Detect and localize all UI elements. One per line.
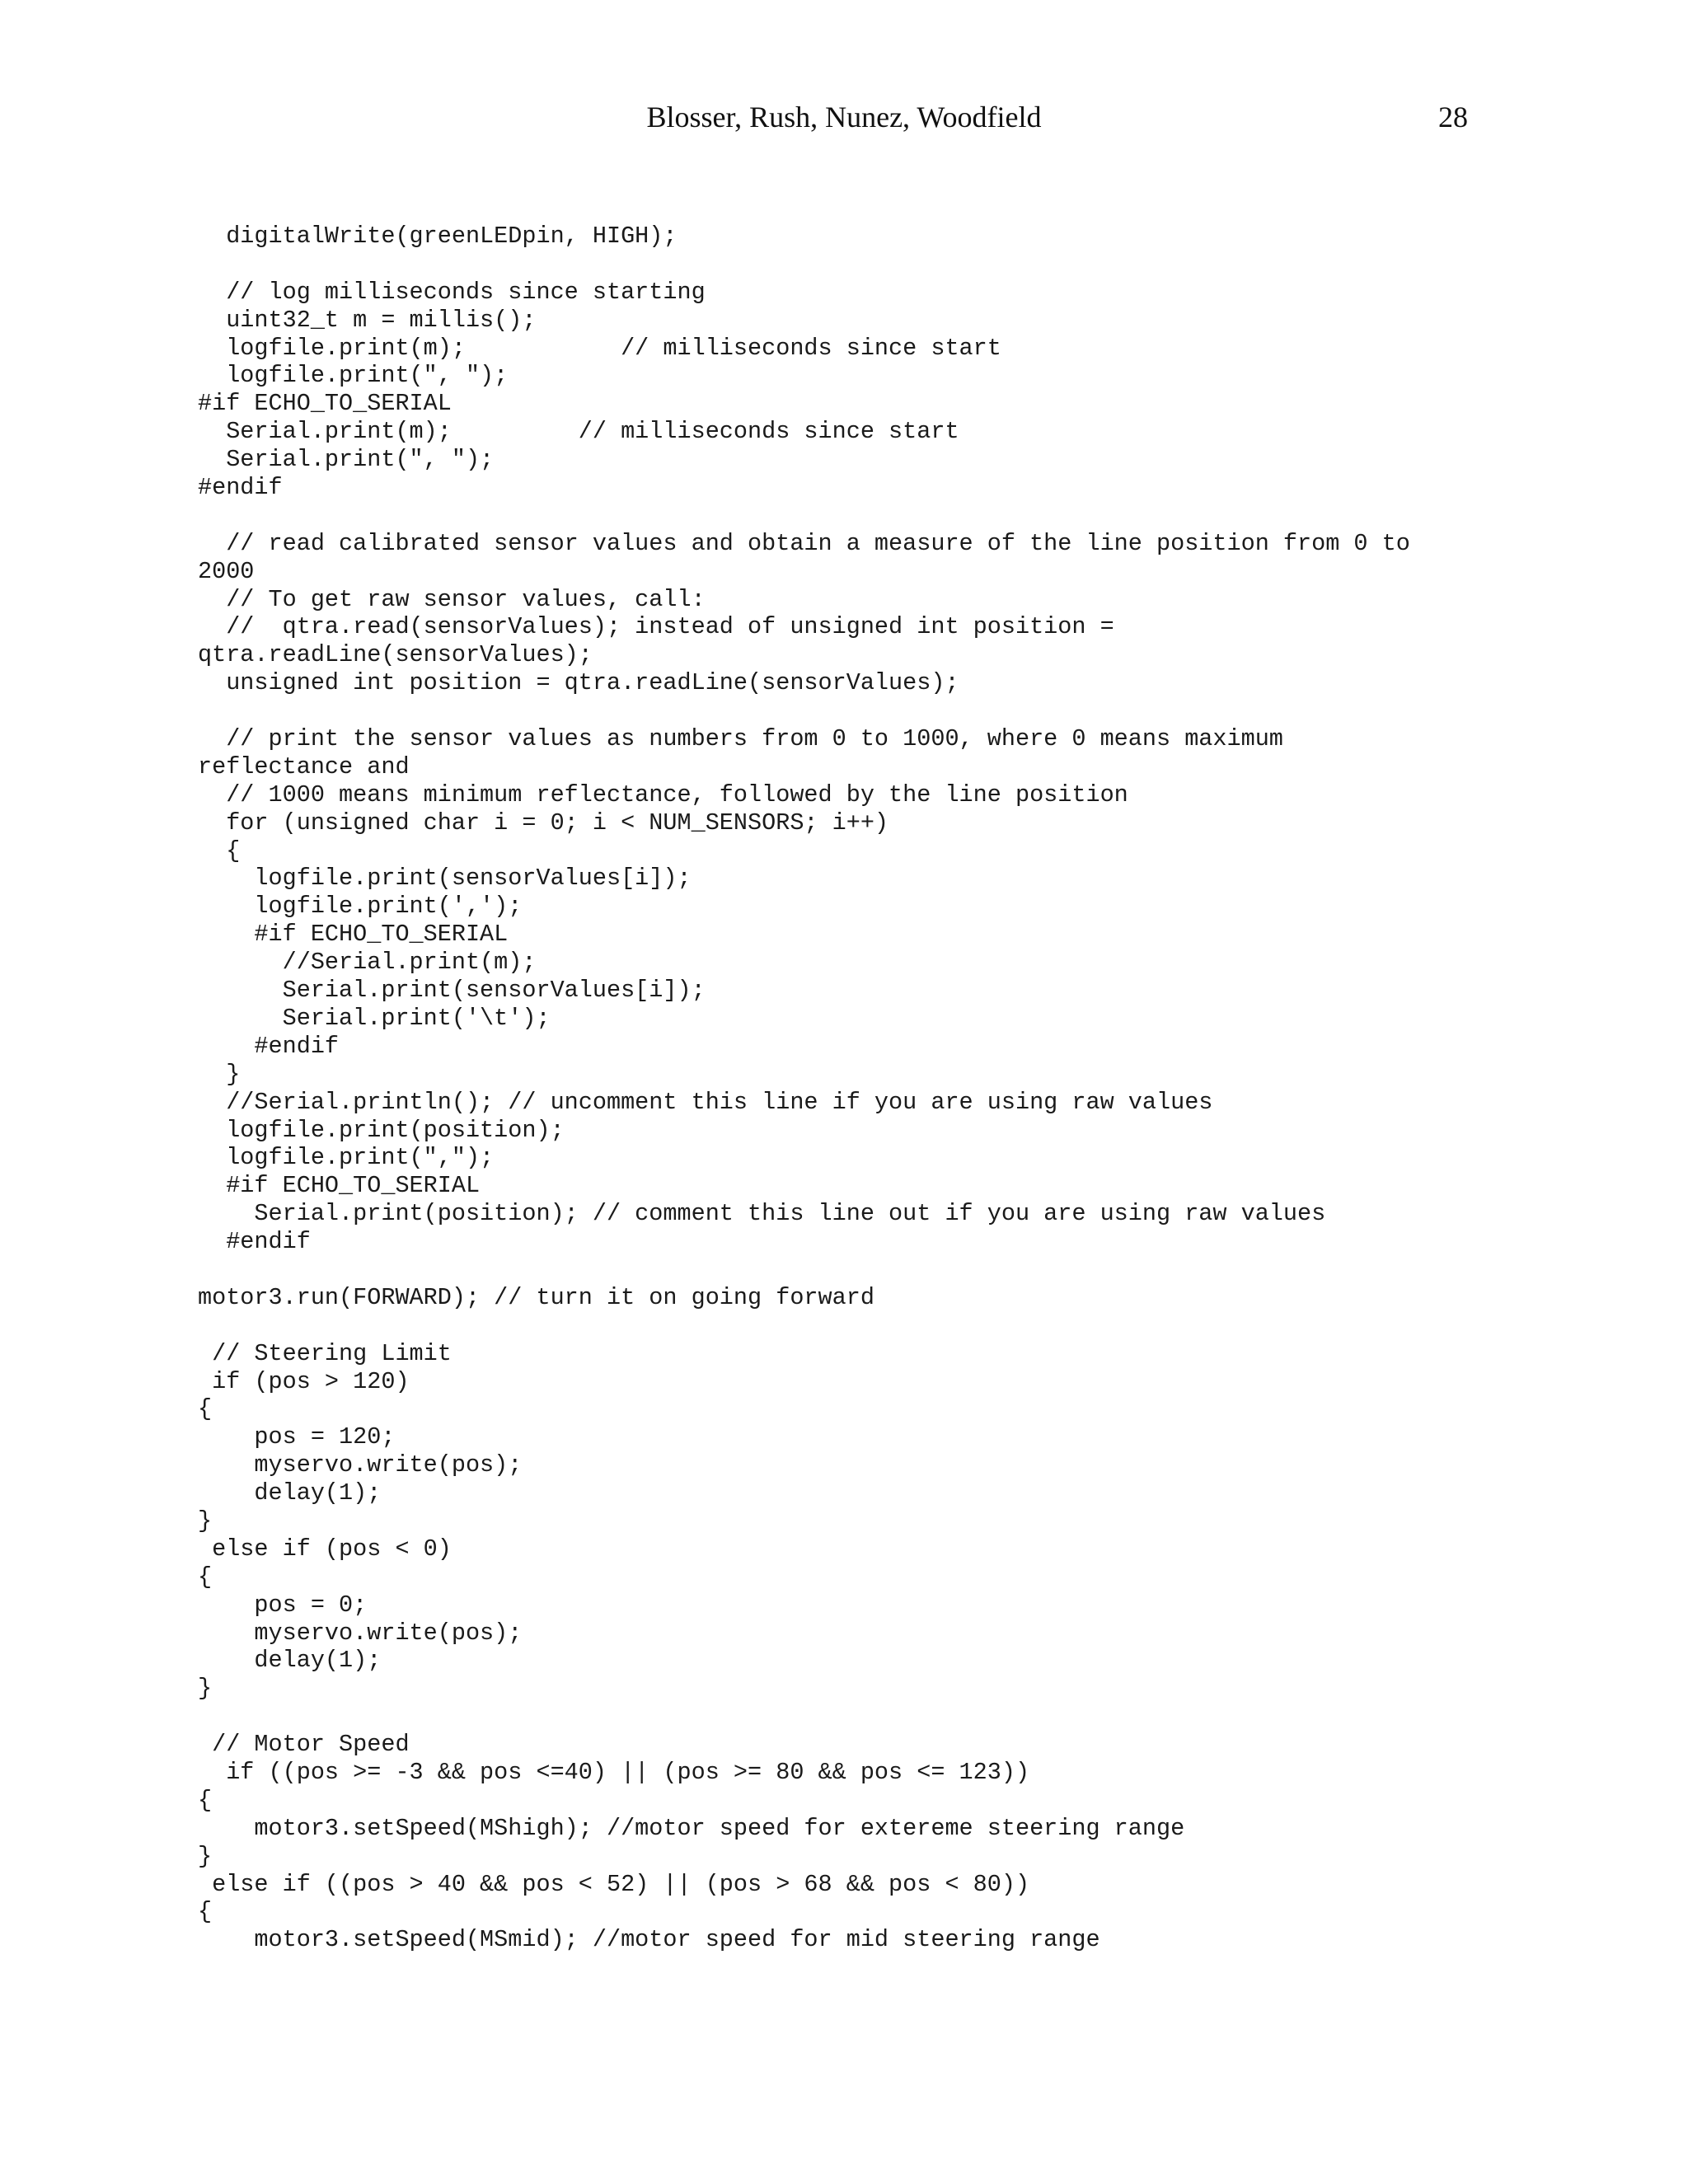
code-line: logfile.print(','); [198, 893, 523, 921]
code-line [198, 1703, 1517, 1731]
code-line: //Serial.print(m); [198, 949, 537, 977]
code-line: //Serial.println(); // uncomment this line if you are using raw values [198, 1088, 1213, 1116]
code-line [198, 1312, 1517, 1340]
code-line: myservo.write(pos); [198, 1451, 523, 1479]
code-line: motor3.setSpeed(MShigh); //motor speed for extereme steering range [198, 1814, 1185, 1842]
code-line: // read calibrated sensor values and obtain a measure of the line position from 0 to [198, 529, 1410, 557]
header-authors: Blosser, Rush, Nunez, Woodfield [646, 101, 1042, 134]
code-line: #if ECHO_TO_SERIAL [198, 390, 452, 418]
code-line: logfile.print(","); [198, 1144, 495, 1172]
code-line: { [198, 1395, 213, 1423]
code-line: Serial.print(", "); [198, 446, 495, 474]
code-line [198, 697, 1517, 725]
code-line: { [198, 837, 241, 865]
code-line: { [198, 1786, 213, 1814]
running-header [0, 92, 1688, 142]
code-line: if ((pos >= -3 && pos <=40) || (pos >= 80 && pos <= 123)) [198, 1758, 1030, 1786]
code-line: logfile.print(", "); [198, 362, 509, 390]
code-line: #endif [198, 1032, 340, 1060]
code-line: // print the sensor values as numbers from 0 to 1000, where 0 means maximum [198, 725, 1283, 753]
code-line: { [198, 1563, 213, 1591]
code-line: Serial.print(m); // milliseconds since start [198, 418, 959, 446]
code-line [198, 251, 1517, 279]
code-line [198, 502, 1517, 530]
code-line: // Steering Limit [198, 1339, 452, 1367]
code-listing [198, 223, 1517, 1954]
code-line: else if (pos < 0) [198, 1535, 452, 1563]
code-line: delay(1); [198, 1479, 382, 1507]
code-line: #if ECHO_TO_SERIAL [198, 1172, 481, 1200]
code-line: // log milliseconds since starting [198, 278, 706, 306]
code-line: digitalWrite(greenLEDpin, HIGH); [198, 223, 678, 250]
code-line: } [198, 1507, 213, 1535]
code-line: #if ECHO_TO_SERIAL [198, 921, 509, 949]
code-line: // 1000 means minimum reflectance, followed by the line position [198, 780, 1128, 808]
code-line: logfile.print(sensorValues[i]); [198, 865, 692, 893]
code-line: delay(1); [198, 1647, 382, 1675]
code-line: qtra.readLine(sensorValues); [198, 641, 593, 669]
code-line: motor3.run(FORWARD); // turn it on going forward [198, 1283, 874, 1311]
code-line: Serial.print('\t'); [198, 1004, 551, 1032]
code-line [198, 1256, 1517, 1284]
code-line: { [198, 1898, 213, 1926]
code-line: logfile.print(m); // milliseconds since start [198, 334, 1001, 362]
code-line: // Motor Speed [198, 1731, 410, 1759]
code-line: } [198, 1060, 241, 1088]
code-line: if (pos > 120) [198, 1367, 410, 1395]
code-line: #endif [198, 1228, 311, 1256]
code-line: else if ((pos > 40 && pos < 52) || (pos > 68 && pos < 80)) [198, 1870, 1030, 1898]
code-line: // qtra.read(sensorValues); instead of unsigned int position = [198, 613, 1114, 641]
code-line: logfile.print(position); [198, 1116, 565, 1144]
page-number: 28 [1438, 101, 1468, 134]
code-line: // To get raw sensor values, call: [198, 585, 706, 613]
code-line: 2000 [198, 557, 255, 585]
code-line: for (unsigned char i = 0; i < NUM_SENSORS; i++) [198, 808, 889, 837]
code-line: #endif [198, 474, 283, 502]
code-line: } [198, 1842, 213, 1870]
code-line: motor3.setSpeed(MSmid); //motor speed for mid steering range [198, 1926, 1100, 1954]
code-line: Serial.print(position); // comment this line out if you are using raw values [198, 1200, 1326, 1228]
code-line: myservo.write(pos); [198, 1619, 523, 1647]
code-line: Serial.print(sensorValues[i]); [198, 977, 706, 1005]
code-line: uint32_t m = millis(); [198, 306, 537, 334]
code-line: } [198, 1675, 213, 1703]
code-line: pos = 120; [198, 1423, 396, 1451]
code-line: reflectance and [198, 752, 410, 780]
code-line: unsigned int position = qtra.readLine(sensorValues); [198, 669, 959, 697]
code-line: pos = 0; [198, 1591, 368, 1619]
